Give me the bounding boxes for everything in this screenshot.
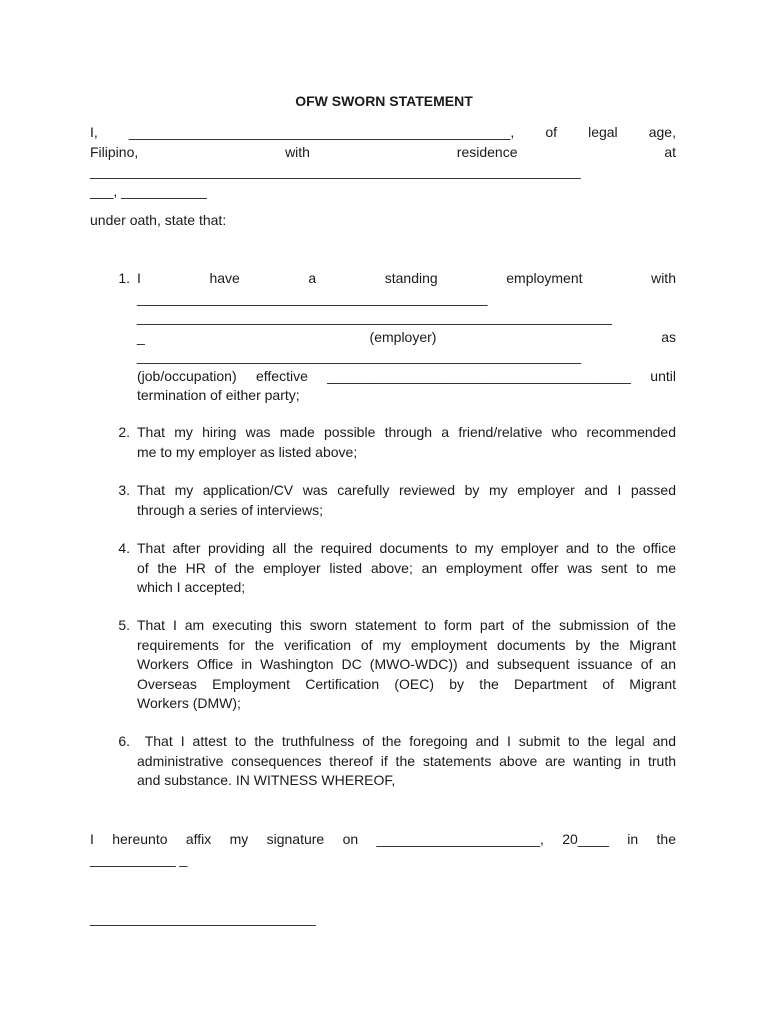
item-line: of the HR of the employer listed above; an employment offer was sent to me [137, 559, 676, 576]
item-text [137, 616, 676, 714]
item-line: administrative consequences thereof if the statements above are wanting in truth [137, 752, 676, 769]
item-text [137, 423, 676, 462]
item-text [137, 539, 676, 598]
item-number: 6. [118, 733, 130, 749]
item-line: That my application/CV was carefully reviewed by my employer and I passed [137, 482, 676, 498]
item-number: 1. [118, 270, 130, 286]
item-number: 5. [118, 617, 130, 633]
item-line: through a series of interviews; [137, 501, 323, 518]
item-text [137, 269, 676, 406]
closing-paragraph [90, 830, 676, 869]
document-title: OFW SWORN STATEMENT [295, 93, 473, 109]
intro-line-4: ___, ___________ [90, 182, 207, 199]
item-line: which I accepted; [137, 579, 246, 595]
item-text [137, 732, 676, 791]
item-line: That I attest to the truthfulness of the foregoing and I submit to the legal and [137, 733, 676, 749]
item-line: That after providing all the required documents to my employer and to the office [137, 540, 676, 556]
item-line: termination of either party; [137, 387, 300, 403]
item-line: and substance. IN WITNESS WHEREOF, [137, 772, 396, 788]
signature-line: _____________________________ [90, 910, 316, 926]
item-line: _________________________________________________________ [137, 348, 581, 364]
intro-oath: under oath, state that: [90, 212, 227, 228]
item-number: 4. [118, 540, 130, 556]
intro-line-1: I, _________________________________________________, of legal age, [90, 124, 676, 140]
intro-paragraph [90, 123, 676, 201]
item-line: That my hiring was made possible through a friend/relative who recommended [137, 424, 676, 440]
item-line: _____________________________________________________________ [137, 309, 612, 325]
item-number: 2. [118, 424, 130, 440]
item-line: (job/occupation) effective _______________________________________ until [137, 367, 676, 384]
item-line: _____________________________________________ [137, 289, 488, 306]
item-line: _ (employer) as [137, 328, 676, 345]
intro-line-2: Filipino, with residence at [90, 143, 676, 160]
item-line: Workers (DMW); [137, 695, 241, 711]
intro-line-3: _______________________________________________________________ [90, 163, 581, 179]
closing-line-2: ___________ _ [90, 850, 188, 867]
item-text [137, 481, 676, 520]
item-line: I have a standing employment with [137, 270, 676, 286]
item-line: Workers Office in Washington DC (MWO-WDC)) and subsequent issuance of an [137, 656, 676, 672]
item-number: 3. [118, 482, 130, 498]
item-line: Overseas Employment Certification (OEC) by the Department of Migrant [137, 675, 676, 692]
item-line: me to my employer as listed above; [137, 443, 358, 460]
item-line: That I am executing this sworn statement to form part of the submission of the [137, 617, 676, 633]
closing-line-1: I hereunto affix my signature on _____________________, 20____ in the [90, 831, 676, 847]
item-line: requirements for the verification of my employment documents by the Migrant [137, 636, 676, 653]
